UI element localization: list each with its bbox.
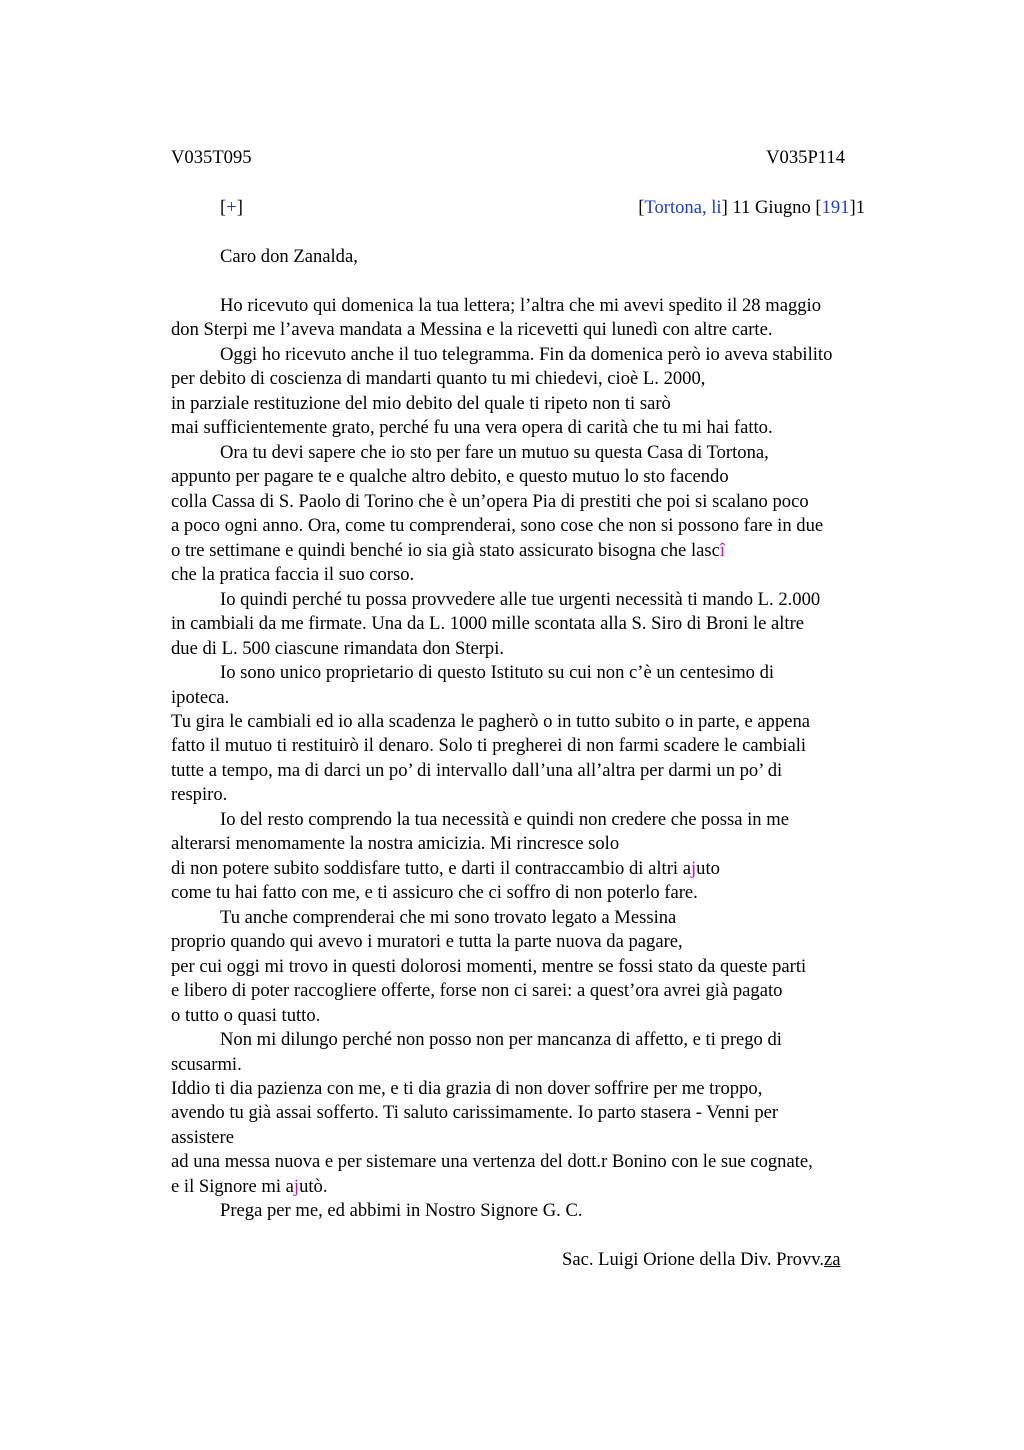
body-line: e libero di poter raccogliere offerte, forse non ci sarei: a quest’ora avrei già pagato <box>171 980 783 1002</box>
body-line: don Sterpi me l’aveva mandata a Messina e la ricevetti qui lunedì con altre carte. <box>171 319 773 341</box>
volume-page-code: V035P114 <box>766 147 845 168</box>
body-line: ad una messa nuova e per sistemare una vertenza del dott.r Bonino con le sue cognate, <box>171 1151 813 1173</box>
variant-reading: j <box>690 857 697 879</box>
body-line: tutte a tempo, ma di darci un po’ di intervallo dall’una all’altra per darmi un po’ di <box>171 759 783 781</box>
year-prefix: 191 <box>821 197 850 218</box>
body-line: Tu gira le cambiali ed io alla scadenza le pagherò o in tutto subito o in parte, e appena <box>171 710 811 732</box>
body-line: alterarsi menomamente la nostra amicizia. Mi rincresce solo <box>171 833 620 855</box>
body-line: due di L. 500 ciascune rimandata don Sterpi. <box>171 637 505 659</box>
body-line: proprio quando qui avevo i muratori e tutta la parte nuova da pagare, <box>171 931 683 953</box>
body-line: colla Cassa di S. Paolo di Torino che è un’opera Pia di prestiti che poi si scalano poco <box>171 490 809 512</box>
variant-reading: î <box>719 539 726 561</box>
place-name: Tortona, li <box>644 197 722 218</box>
body-line: mai sufficientemente grato, perché fu una vera opera di carità che tu mi hai fatto. <box>171 417 773 439</box>
body-line: Tu anche comprenderai che mi sono trovato legato a Messina <box>220 906 677 928</box>
dateline <box>220 196 865 220</box>
body-line: di non potere subito soddisfare tutto, e darti il contraccambio di altri ajuto <box>171 857 720 879</box>
body-line: per cui oggi mi trovo in questi dolorosi momenti, mentre se fossi stato da queste parti <box>171 955 807 977</box>
body-line: per debito di coscienza di mandarti quanto tu mi chiedevi, cioè L. 2000, <box>171 368 706 390</box>
body-line: scusarmi. <box>171 1053 242 1075</box>
salutation: Caro don Zanalda, <box>220 246 358 267</box>
body-line: Non mi dilungo perché non posso non per mancanza di affetto, e ti prego di <box>220 1029 782 1051</box>
volume-text-code: V035T095 <box>171 147 252 168</box>
cross-mark: [+] <box>220 197 243 218</box>
body-line: ipoteca. <box>171 686 230 708</box>
body-line: come tu hai fatto con me, e ti assicuro che ci soffro di non poterlo fare. <box>171 882 698 904</box>
body-line: Io sono unico proprietario di questo Istituto su cui non c’è un centesimo di <box>220 662 775 684</box>
body-line: assistere <box>171 1126 234 1148</box>
body-line: Io quindi perché tu possa provvedere alle tue urgenti necessità ti mando L. 2.000 <box>220 588 821 610</box>
body-line: Iddio ti dia pazienza con me, e ti dia grazia di non dover soffrire per me troppo, <box>171 1078 763 1099</box>
signature: Sac. Luigi Orione della Div. Provv.za <box>562 1249 841 1270</box>
body-line: fatto il mutuo ti restituirò il denaro. Solo ti pregherei di non farmi scadere le cambiali <box>171 735 807 757</box>
document-codes <box>171 146 845 170</box>
letter-body <box>171 294 931 1224</box>
body-line: a poco ogni anno. Ora, come tu comprenderai, sono cose che non si possono fare in due <box>171 515 824 537</box>
body-line: Io del resto comprendo la tua necessità e quindi non credere che possa in me <box>220 808 789 830</box>
year-suffix: ]1 <box>849 197 865 218</box>
body-line: e il Signore mi ajutò. <box>171 1175 328 1197</box>
date-text: ] 11 Giugno [ <box>721 197 822 218</box>
body-line: Prega per me, ed abbimi in Nostro Signore G. C. <box>220 1200 583 1222</box>
body-line: Oggi ho ricevuto anche il tuo telegramma. Fin da domenica però io aveva stabilito <box>220 343 833 365</box>
body-line: o tutto o quasi tutto. <box>171 1004 321 1026</box>
body-line: o tre settimane e quindi benché io sia già stato assicurato bisogna che lascî <box>171 539 726 561</box>
body-line: appunto per pagare te e qualche altro debito, e questo mutuo lo sto facendo <box>171 466 729 488</box>
body-line: in cambiali da me firmate. Una da L. 1000 mille scontata alla S. Siro di Broni le altre <box>171 613 805 635</box>
body-line: in parziale restituzione del mio debito del quale ti ripeto non ti sarò <box>171 392 671 414</box>
signature-suffix: za <box>823 1249 841 1270</box>
variant-reading: j <box>293 1175 300 1197</box>
body-line: Ora tu devi sapere che io sto per fare un mutuo su questa Casa di Tortona, <box>220 441 769 463</box>
body-line: che la pratica faccia il suo corso. <box>171 564 415 586</box>
place-date: [Tortona, li] 11 Giugno [191]1 <box>638 197 865 218</box>
cross-symbol: + <box>226 197 237 218</box>
body-line: Ho ricevuto qui domenica la tua lettera; l’altra che mi avevi spedito il 28 maggio <box>220 295 822 316</box>
body-line: avendo tu già assai sofferto. Ti saluto carissimamente. Io parto stasera - Venni per <box>171 1102 779 1124</box>
body-line: respiro. <box>171 784 228 806</box>
